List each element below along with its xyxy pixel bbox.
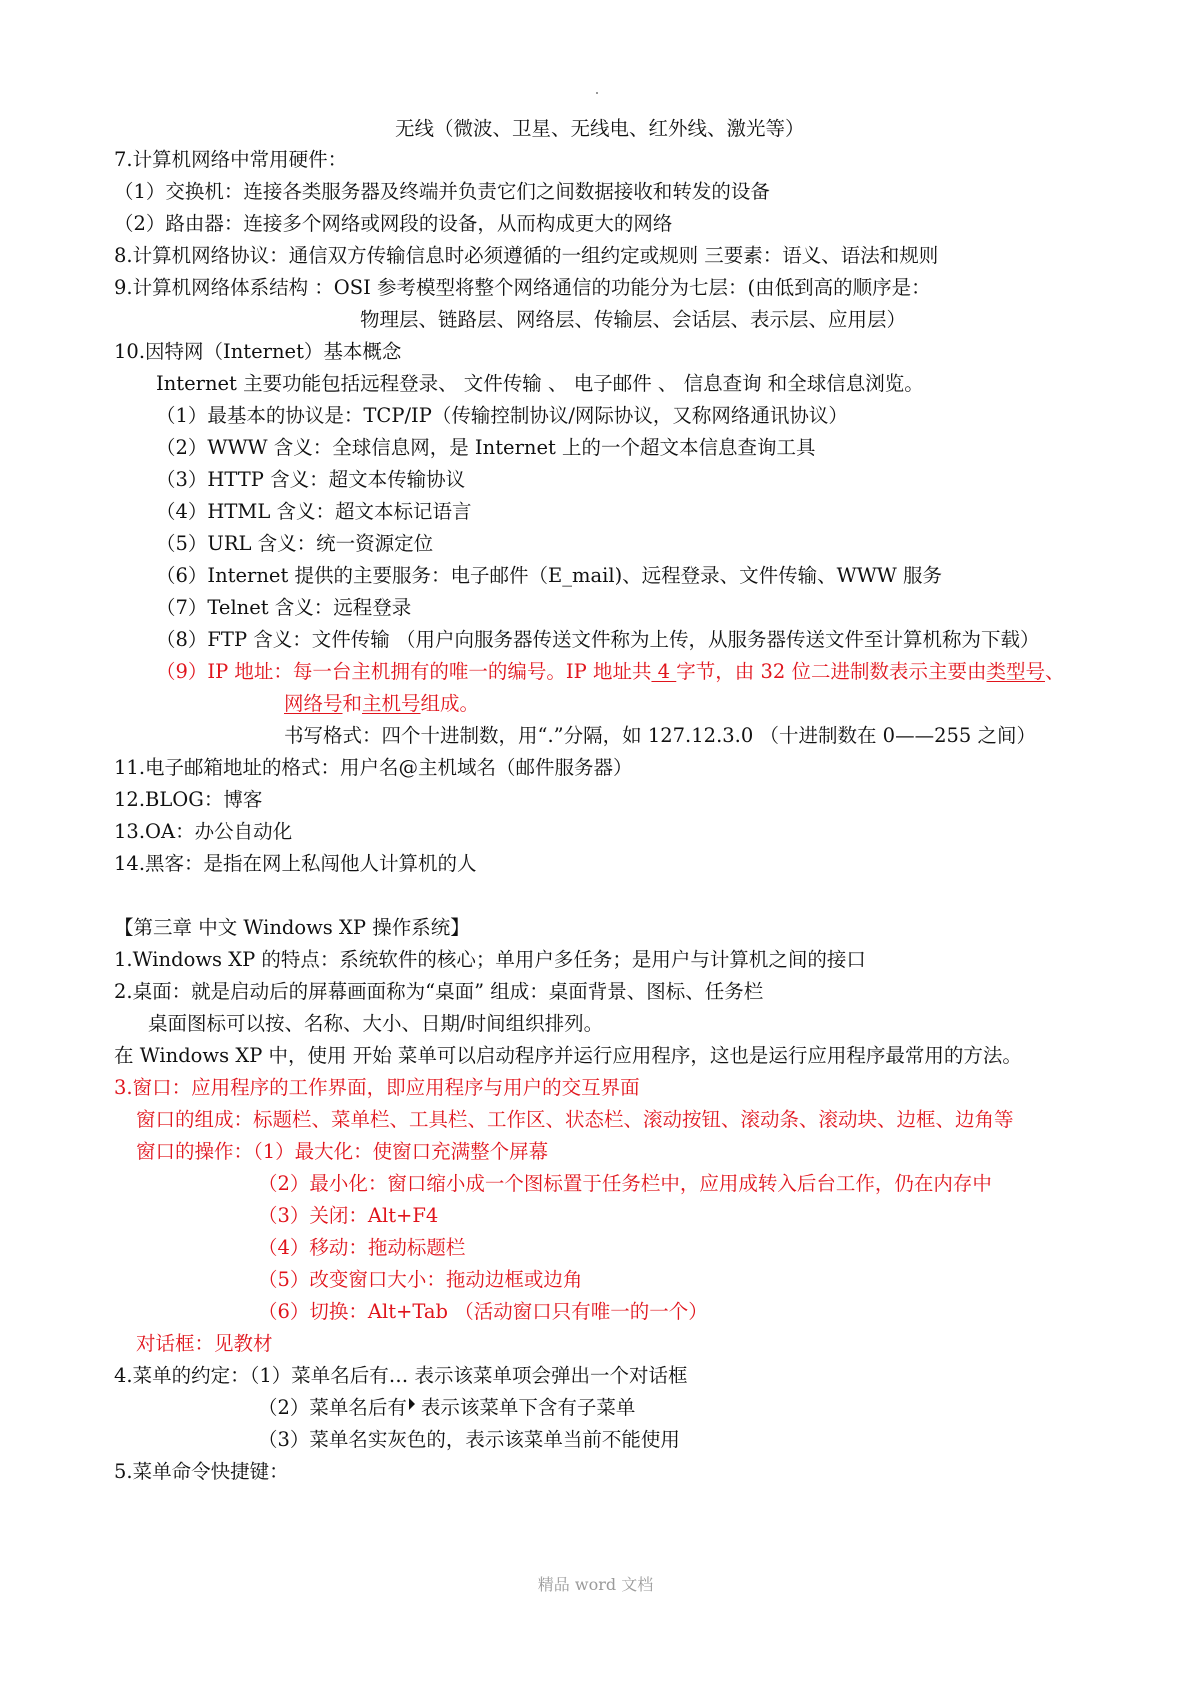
item-10-6: （6）Internet 提供的主要服务：电子邮件（E_mail)、远程登录、文件传输、WWW 服务 bbox=[156, 564, 943, 587]
window-ops-4: （4）移动：拖动标题栏 bbox=[258, 1236, 466, 1259]
menu-conv-2-b: 表示该菜单下含有子菜单 bbox=[420, 1396, 636, 1419]
start-menu-note: 在 Windows XP 中，使用 开始 菜单可以启动程序并运行应用程序，这也是运行应用程序最常用的方法。 bbox=[114, 1044, 1022, 1067]
window-ops-5: （5）改变窗口大小：拖动边框或边角 bbox=[258, 1268, 583, 1291]
ip-text-e: 、 bbox=[1045, 660, 1065, 683]
window-ops-6: （6）切换：Alt+Tab （活动窗口只有唯一的一个） bbox=[258, 1300, 708, 1323]
wireless-line: 无线（微波、卫星、无线电、红外线、激光等） bbox=[395, 117, 805, 140]
ip-type-number: 类型号 bbox=[986, 660, 1045, 683]
item-7-1: （1）交换机：连接各类服务器及终端并负责它们之间数据接收和转发的设备 bbox=[114, 180, 770, 203]
ip-text-c: 字节，由 32 位二进制数表示主要由 bbox=[676, 660, 987, 683]
ip-network-number: 网络号 bbox=[284, 692, 343, 715]
item-10-1: （1）最基本的协议是：TCP/IP（传输控制协议/网际协议，又称网络通讯协议） bbox=[156, 404, 848, 427]
ch3-item-4: 4.菜单的约定：（1）菜单名后有… 表示该菜单项会弹出一个对话框 bbox=[114, 1364, 688, 1387]
item-9-layers: 物理层、链路层、网络层、传输层、会话层、表示层、应用层） bbox=[360, 308, 907, 331]
item-10-9 bbox=[156, 658, 1065, 686]
item-10-9-cont bbox=[284, 690, 479, 718]
item-13: 13.OA：办公自动化 bbox=[114, 820, 293, 843]
item-10-3: （3）HTTP 含义：超文本传输协议 bbox=[156, 468, 466, 491]
ch3-item-5: 5.菜单命令快捷键： bbox=[114, 1460, 289, 1483]
item-10-8: （8）FTP 含义：文件传输 （用户向服务器传送文件称为上传，从服务器传送文件至计算机称为下载） bbox=[156, 628, 1040, 651]
item-10-5: （5）URL 含义：统一资源定位 bbox=[156, 532, 434, 555]
ch3-item-2: 2.桌面：就是启动后的屏幕画面称为“桌面” 组成：桌面背景、图标、任务栏 bbox=[114, 980, 764, 1003]
ip-bytes-blank: 4 bbox=[651, 660, 677, 683]
item-11: 11.电子邮箱地址的格式：用户名@主机域名（邮件服务器） bbox=[114, 756, 633, 779]
ip-compose: 组成。 bbox=[420, 692, 480, 715]
item-7-2: （2）路由器：连接多个网络或网段的设备，从而构成更大的网络 bbox=[114, 212, 673, 235]
window-ops-2: （2）最小化：窗口缩小成一个图标置于任务栏中，应用成转入后台工作，仍在内存中 bbox=[258, 1172, 992, 1195]
item-10-4: （4）HTML 含义：超文本标记语言 bbox=[156, 500, 472, 523]
item-7-heading: 7.计算机网络中常用硬件： bbox=[114, 148, 348, 171]
window-ops-3: （3）关闭：Alt+F4 bbox=[258, 1204, 439, 1227]
ip-text-a: （9）IP 地址：每一台主机拥有的唯一的编号。IP 地址共 bbox=[156, 660, 652, 683]
item-8: 8.计算机网络协议：通信双方传输信息时必须遵循的一组约定或规则 三要素：语义、语法和规则 bbox=[114, 244, 939, 267]
desktop-icons: 桌面图标可以按、名称、大小、日期/时间组织排列。 bbox=[148, 1012, 604, 1035]
internet-functions: Internet 主要功能包括远程登录、 文件传输 、 电子邮件 、 信息查询 和全球信息浏览。 bbox=[156, 372, 924, 395]
ip-and: 和 bbox=[342, 692, 363, 715]
window-components: 窗口的组成：标题栏、菜单栏、工具栏、工作区、状态栏、滚动按钮、滚动条、滚动块、边框、边角等 bbox=[136, 1108, 1014, 1131]
page-footer: 精品 word 文档 bbox=[537, 1575, 654, 1594]
menu-convention-3: （3）菜单名实灰色的，表示该菜单当前不能使用 bbox=[258, 1428, 680, 1451]
item-10-2: （2）WWW 含义：全球信息网，是 Internet 上的一个超文本信息查询工具 bbox=[156, 436, 816, 459]
menu-convention-2 bbox=[258, 1394, 635, 1422]
item-10-heading: 10.因特网（Internet）基本概念 bbox=[114, 340, 402, 363]
window-ops-1: 窗口的操作：（1）最大化：使窗口充满整个屏幕 bbox=[136, 1140, 549, 1163]
ip-format: 书写格式：四个十进制数，用“.”分隔，如 127.12.3.0 （十进制数在 0——255 之间） bbox=[284, 724, 1036, 747]
ip-host-number: 主机号 bbox=[362, 692, 421, 715]
item-9: 9.计算机网络体系结构 ：OSI 参考模型将整个网络通信的功能分为七层：(由低到高的顺序是： bbox=[114, 276, 931, 299]
ch3-item-1: 1.Windows XP 的特点：系统软件的核心；单用户多任务；是用户与计算机之间的接口 bbox=[114, 948, 866, 971]
ch3-item-3: 3.窗口：应用程序的工作界面，即应用程序与用户的交互界面 bbox=[114, 1076, 640, 1099]
submenu-arrow-icon bbox=[409, 1398, 415, 1410]
dialog-box-note: 对话框：见教材 bbox=[136, 1332, 273, 1355]
chapter-3-heading: 【第三章 中文 Windows XP 操作系统】 bbox=[114, 916, 470, 939]
item-12: 12.BLOG：博客 bbox=[114, 788, 263, 811]
item-14: 14.黑客：是指在网上私闯他人计算机的人 bbox=[114, 852, 477, 875]
top-dot bbox=[596, 92, 598, 94]
item-10-7: （7）Telnet 含义：远程登录 bbox=[156, 596, 412, 619]
menu-conv-2-a: （2）菜单名后有 bbox=[258, 1396, 407, 1419]
